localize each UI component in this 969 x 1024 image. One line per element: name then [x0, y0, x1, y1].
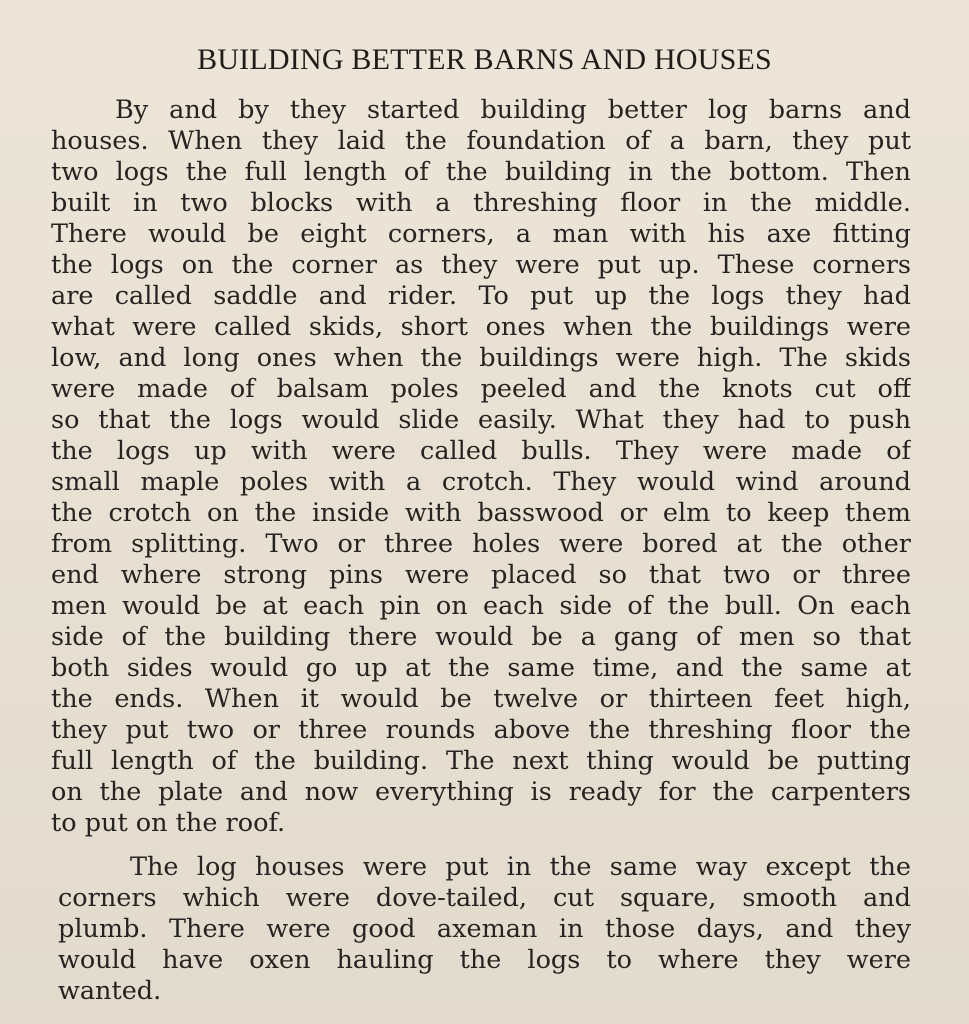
- page-title: BUILDING BETTER BARNS AND HOUSES: [197, 43, 772, 76]
- text-line: houses. When they laid the foundation of a barn, they put: [51, 126, 911, 156]
- text-line: the crotch on the inside with basswood or elm to keep them: [51, 498, 911, 528]
- text-line: the logs up with were called bulls. They were made of: [51, 436, 911, 466]
- text-line: were made of balsam poles peeled and the knots cut off: [51, 374, 911, 404]
- text-line: By and by they started building better log barns and: [115, 95, 911, 125]
- text-line: both sides would go up at the same time, and the same at: [51, 653, 911, 683]
- text-line: The log houses were put in the same way except the: [130, 852, 911, 882]
- paragraph-2: [58, 852, 911, 1007]
- text-line: from splitting. Two or three holes were bored at the other: [51, 529, 911, 559]
- text-line: so that the logs would slide easily. What they had to push: [51, 405, 911, 435]
- text-line: they put two or three rounds above the threshing floor the: [51, 715, 911, 745]
- text-line: There would be eight corners, a man with his axe fitting: [51, 219, 911, 249]
- text-line: men would be at each pin on each side of the bull. On each: [51, 591, 911, 621]
- text-line: full length of the building. The next thing would be putting: [51, 746, 911, 776]
- text-line: two logs the full length of the building in the bottom. Then: [51, 157, 911, 187]
- text-line: are called saddle and rider. To put up the logs they had: [51, 281, 911, 311]
- text-line: on the plate and now everything is ready for the carpenters: [51, 777, 911, 807]
- text-line: end where strong pins were placed so that two or three: [51, 560, 911, 590]
- text-line: side of the building there would be a gang of men so that: [51, 622, 911, 652]
- text-line: built in two blocks with a threshing floor in the middle.: [51, 188, 911, 218]
- paragraph-1: [51, 95, 911, 839]
- text-line: wanted.: [58, 976, 162, 1006]
- text-line: the logs on the corner as they were put up. These corners: [51, 250, 911, 280]
- text-line: the ends. When it would be twelve or thirteen feet high,: [51, 684, 911, 714]
- text-line: small maple poles with a crotch. They would wind around: [51, 467, 911, 497]
- text-line: plumb. There were good axeman in those days, and they: [58, 914, 911, 944]
- text-line: would have oxen hauling the logs to where they were: [58, 945, 911, 975]
- text-line: low, and long ones when the buildings were high. The skids: [51, 343, 911, 373]
- text-line: corners which were dove-tailed, cut square, smooth and: [58, 883, 911, 913]
- text-line: to put on the roof.: [51, 808, 286, 838]
- text-line: what were called skids, short ones when the buildings were: [51, 312, 911, 342]
